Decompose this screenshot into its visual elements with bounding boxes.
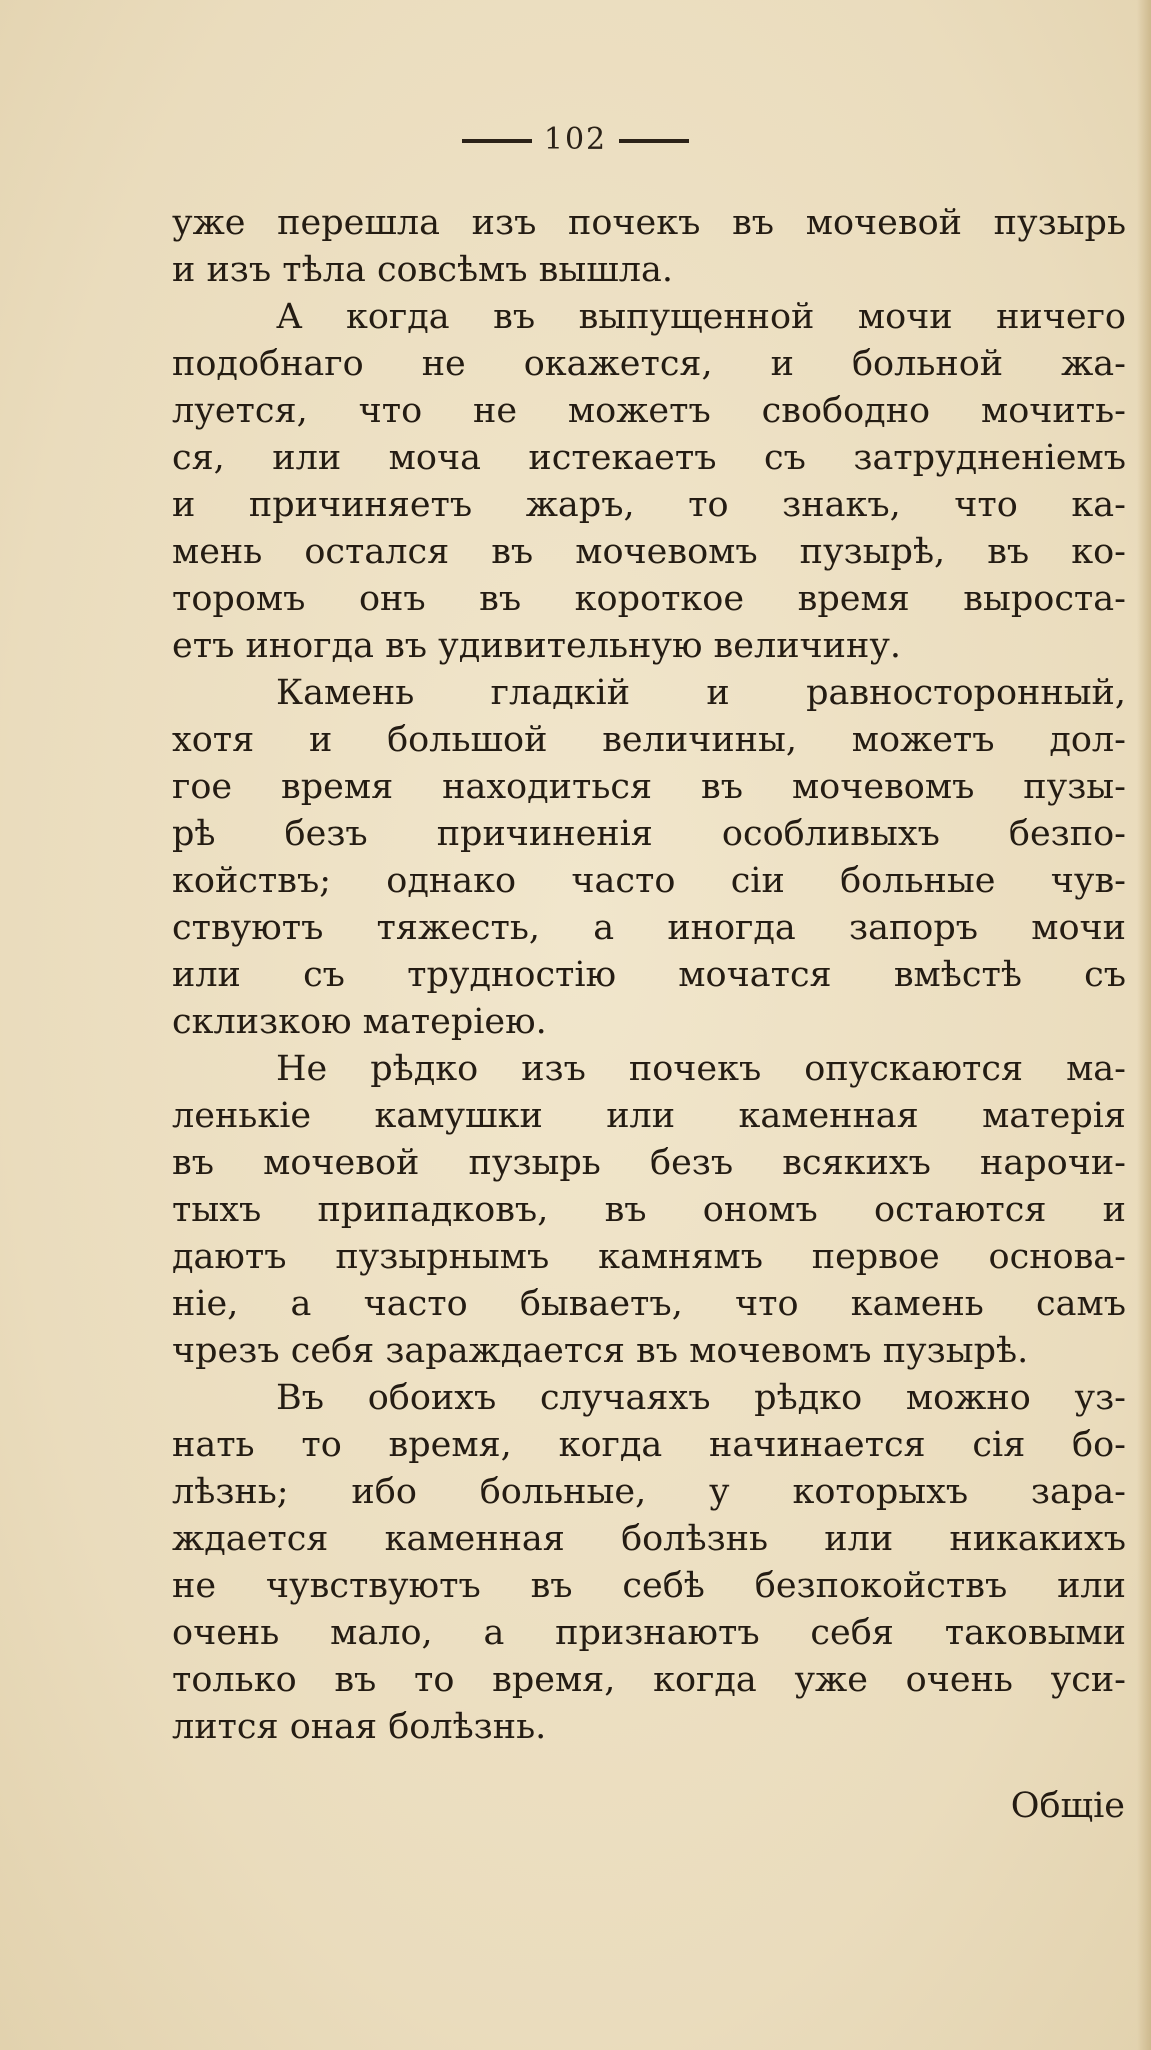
text-line: Камень гладкiй и равносторонный, — [276, 673, 1126, 713]
text-line: даютъ пузырнымъ камнямъ первое основа- — [172, 1237, 1126, 1277]
text-line: ся, или моча истекаетъ съ затрудненiемъ — [172, 438, 1126, 478]
text-line: ствуютъ тяжесть, а иногда запоръ мочи — [172, 908, 1126, 948]
text-line: чрезъ себя зараждается въ мочевомъ пузырѣ. — [172, 1331, 1029, 1371]
text-line: только въ то время, когда уже очень уси- — [172, 1660, 1126, 1700]
text-line: ленькiе камушки или каменная матерiя — [172, 1096, 1126, 1136]
text-line: ждается каменная болѣзнь или никакихъ — [172, 1519, 1126, 1559]
text-line: уже перешла изъ почекъ въ мочевой пузырь — [172, 203, 1126, 243]
text-line: рѣ безъ причиненiя особливыхъ безпо- — [172, 814, 1126, 854]
text-line: мень остался въ мочевомъ пузырѣ, въ ко- — [172, 532, 1126, 572]
text-line: гое время находиться въ мочевомъ пузы- — [172, 767, 1126, 807]
text-line: хотя и большой величины, можетъ дол- — [172, 720, 1126, 760]
text-line: или съ трудностiю мочатся вмѣстѣ съ — [172, 955, 1126, 995]
text-line: склизкою матерiею. — [172, 1002, 547, 1042]
text-line: нiе, а часто бываетъ, что камень самъ — [172, 1284, 1126, 1324]
text-line: лится оная болѣзнь. — [172, 1707, 547, 1747]
text-line: торомъ онъ въ короткое время выроста- — [172, 579, 1126, 619]
text-line: Не рѣдко изъ почекъ опускаются ма- — [276, 1049, 1126, 1089]
page-header — [0, 122, 1151, 157]
text-line: етъ иногда въ удивительную величину. — [172, 626, 902, 666]
header-rule-right — [619, 139, 689, 143]
text-line: А когда въ выпущенной мочи ничего — [276, 297, 1126, 337]
text-line: Въ обоихъ случаяхъ рѣдко можно уз- — [276, 1378, 1126, 1418]
page-number: 102 — [543, 122, 608, 157]
text-line: лѣзнь; ибо больные, у которыхъ зара- — [172, 1472, 1126, 1512]
text-line: и изъ тѣла совсѣмъ вышла. — [172, 250, 673, 290]
text-line: нать то время, когда начинается сiя бо- — [172, 1425, 1126, 1465]
body-text — [172, 200, 1126, 1751]
page-edge-shadow — [1137, 0, 1151, 2050]
text-line: тыхъ припадковъ, въ ономъ остаются и — [172, 1190, 1126, 1230]
text-line: и причиняетъ жаръ, то знакъ, что ка- — [172, 485, 1126, 525]
text-line: въ мочевой пузырь безъ всякихъ нарочи- — [172, 1143, 1126, 1183]
catchword: Общiе — [1010, 1786, 1125, 1826]
text-line: луется, что не можетъ свободно мочить- — [172, 391, 1126, 431]
text-line: койствъ; однако часто сiи больные чув- — [172, 861, 1126, 901]
text-line: очень мало, а признаютъ себя таковыми — [172, 1613, 1126, 1653]
header-rule-left — [462, 139, 532, 143]
text-line: не чувствуютъ въ себѣ безпокойствъ или — [172, 1566, 1126, 1606]
text-line: подобнаго не окажется, и больной жа- — [172, 344, 1126, 384]
